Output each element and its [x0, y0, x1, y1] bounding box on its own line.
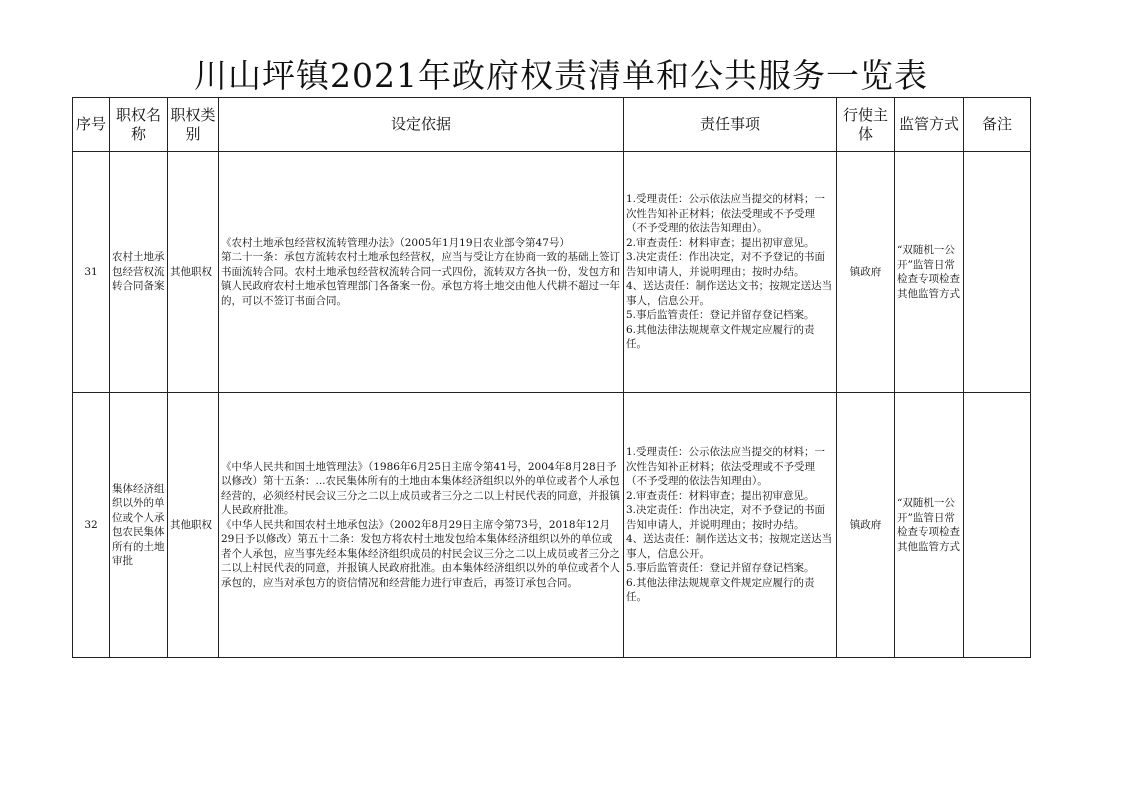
cell-type: 其他职权 — [168, 393, 219, 658]
header-seq: 序号 — [73, 98, 110, 152]
cell-duty — [624, 393, 837, 658]
cell-supervision: “双随机一公开”监管日常检查专项检查其他监管方式 — [895, 152, 964, 393]
duty-item: 2.审查责任：材料审查；提出初审意见。 — [626, 236, 815, 249]
cell-seq: 32 — [73, 393, 110, 658]
cell-remark — [964, 393, 1031, 658]
duty-item: 1.受理责任：公示依法应当提交的材料；一次性告知补正材料；依法受理或不予受理（不予受理的依法告知理由）。 — [626, 446, 826, 488]
table-row — [73, 152, 1031, 393]
duty-item: 1.受理责任：公示依法应当提交的材料；一次性告知补正材料；依法受理或不予受理（不予受理的依法告知理由）。 — [626, 193, 826, 235]
header-duty: 责任事项 — [624, 98, 837, 152]
document-title: 川山坪镇2021年政府权责清单和公共服务一览表 — [194, 56, 928, 95]
header-supervision: 监管方式 — [895, 98, 964, 152]
basis-line: 《中华人民共和国土地管理法》（1986年6月25日主席令第41号，2004年8月28日予以修改）第十五条：...农民集体所有的土地由本集体经济组织以外的单位或者个人承包经营的，必须经村民会议三分之二以上成员或者三分之二以上村民代表的同意，并报镇人民政府批准。 — [221, 460, 620, 517]
duty-item: 5.事后监管责任：登记并留存登记档案。 — [626, 309, 815, 322]
cell-supervision: “双随机一公开”监管日常检查专项检查其他监管方式 — [895, 393, 964, 658]
duty-item: 6.其他法律法规规章文件规定应履行的责任。 — [626, 323, 815, 351]
basis-line: 第二十一条：承包方流转农村土地承包经营权，应当与受让方在协商一致的基础上签订书面流转合同。农村土地承包经营权流转合同一式四份，流转双方各执一份，发包方和镇人民政府农村土地承包管理部门各备案一份。承包方将土地交由他人代耕不超过一年的，可以不签订书面合同。 — [221, 251, 620, 307]
cell-type: 其他职权 — [168, 152, 219, 393]
duty-item: 4、送达责任：制作送达文书；按规定送达当事人，信息公开。 — [626, 533, 833, 560]
cell-subject: 镇政府 — [837, 393, 895, 658]
header-type: 职权类别 — [168, 98, 219, 152]
cell-name: 农村土地承包经营权流转合同备案 — [110, 152, 168, 393]
header-row — [73, 98, 1031, 152]
header-basis: 设定依据 — [219, 98, 624, 152]
duty-item: 3.决定责任：作出决定，对不予登记的书面告知申请人，并说明理由；按时办结。 — [626, 251, 826, 278]
duty-item: 2.审查责任：材料审查；提出初审意见。 — [626, 489, 815, 502]
header-remark: 备注 — [964, 98, 1031, 152]
duty-item: 4、送达责任：制作送达文书；按规定送达当事人，信息公开。 — [626, 280, 833, 307]
cell-name: 集体经济组织以外的单位或个人承包农民集体所有的土地审批 — [110, 393, 168, 658]
duty-item: 3.决定责任：作出决定，对不予登记的书面告知申请人，并说明理由；按时办结。 — [626, 504, 826, 531]
cell-basis — [219, 393, 624, 658]
cell-duty — [624, 152, 837, 393]
cell-seq: 31 — [73, 152, 110, 393]
cell-basis — [219, 152, 624, 393]
basis-line: 《中华人民共和国农村土地承包法》（2002年8月29日主席令第73号，2018年12月29日予以修改）第五十二条：发包方将农村土地发包给本集体经济组织以外的单位或者个人承包，应当事先经本集体经济组织成员的村民会议三分之二以上成员或者三分之二以上村民代表的同意，并报镇人民政府批准。由本集体经济组织以外的单位或者个人承包的，应当对承包方的资信情况和经营能力进行审查后，再签订承包合同。 — [221, 518, 620, 589]
duty-item: 5.事后监管责任：登记并留存登记档案。 — [626, 562, 815, 575]
basis-line: 《农村土地承包经营权流转管理办法》（2005年1月19日农业部令第47号） — [221, 236, 570, 249]
table-row — [73, 393, 1031, 658]
authority-table — [72, 97, 1031, 658]
duty-item: 6.其他法律法规规章文件规定应履行的责任。 — [626, 576, 815, 604]
header-subject: 行使主体 — [837, 98, 895, 152]
cell-subject: 镇政府 — [837, 152, 895, 393]
header-name: 职权名称 — [110, 98, 168, 152]
cell-remark — [964, 152, 1031, 393]
